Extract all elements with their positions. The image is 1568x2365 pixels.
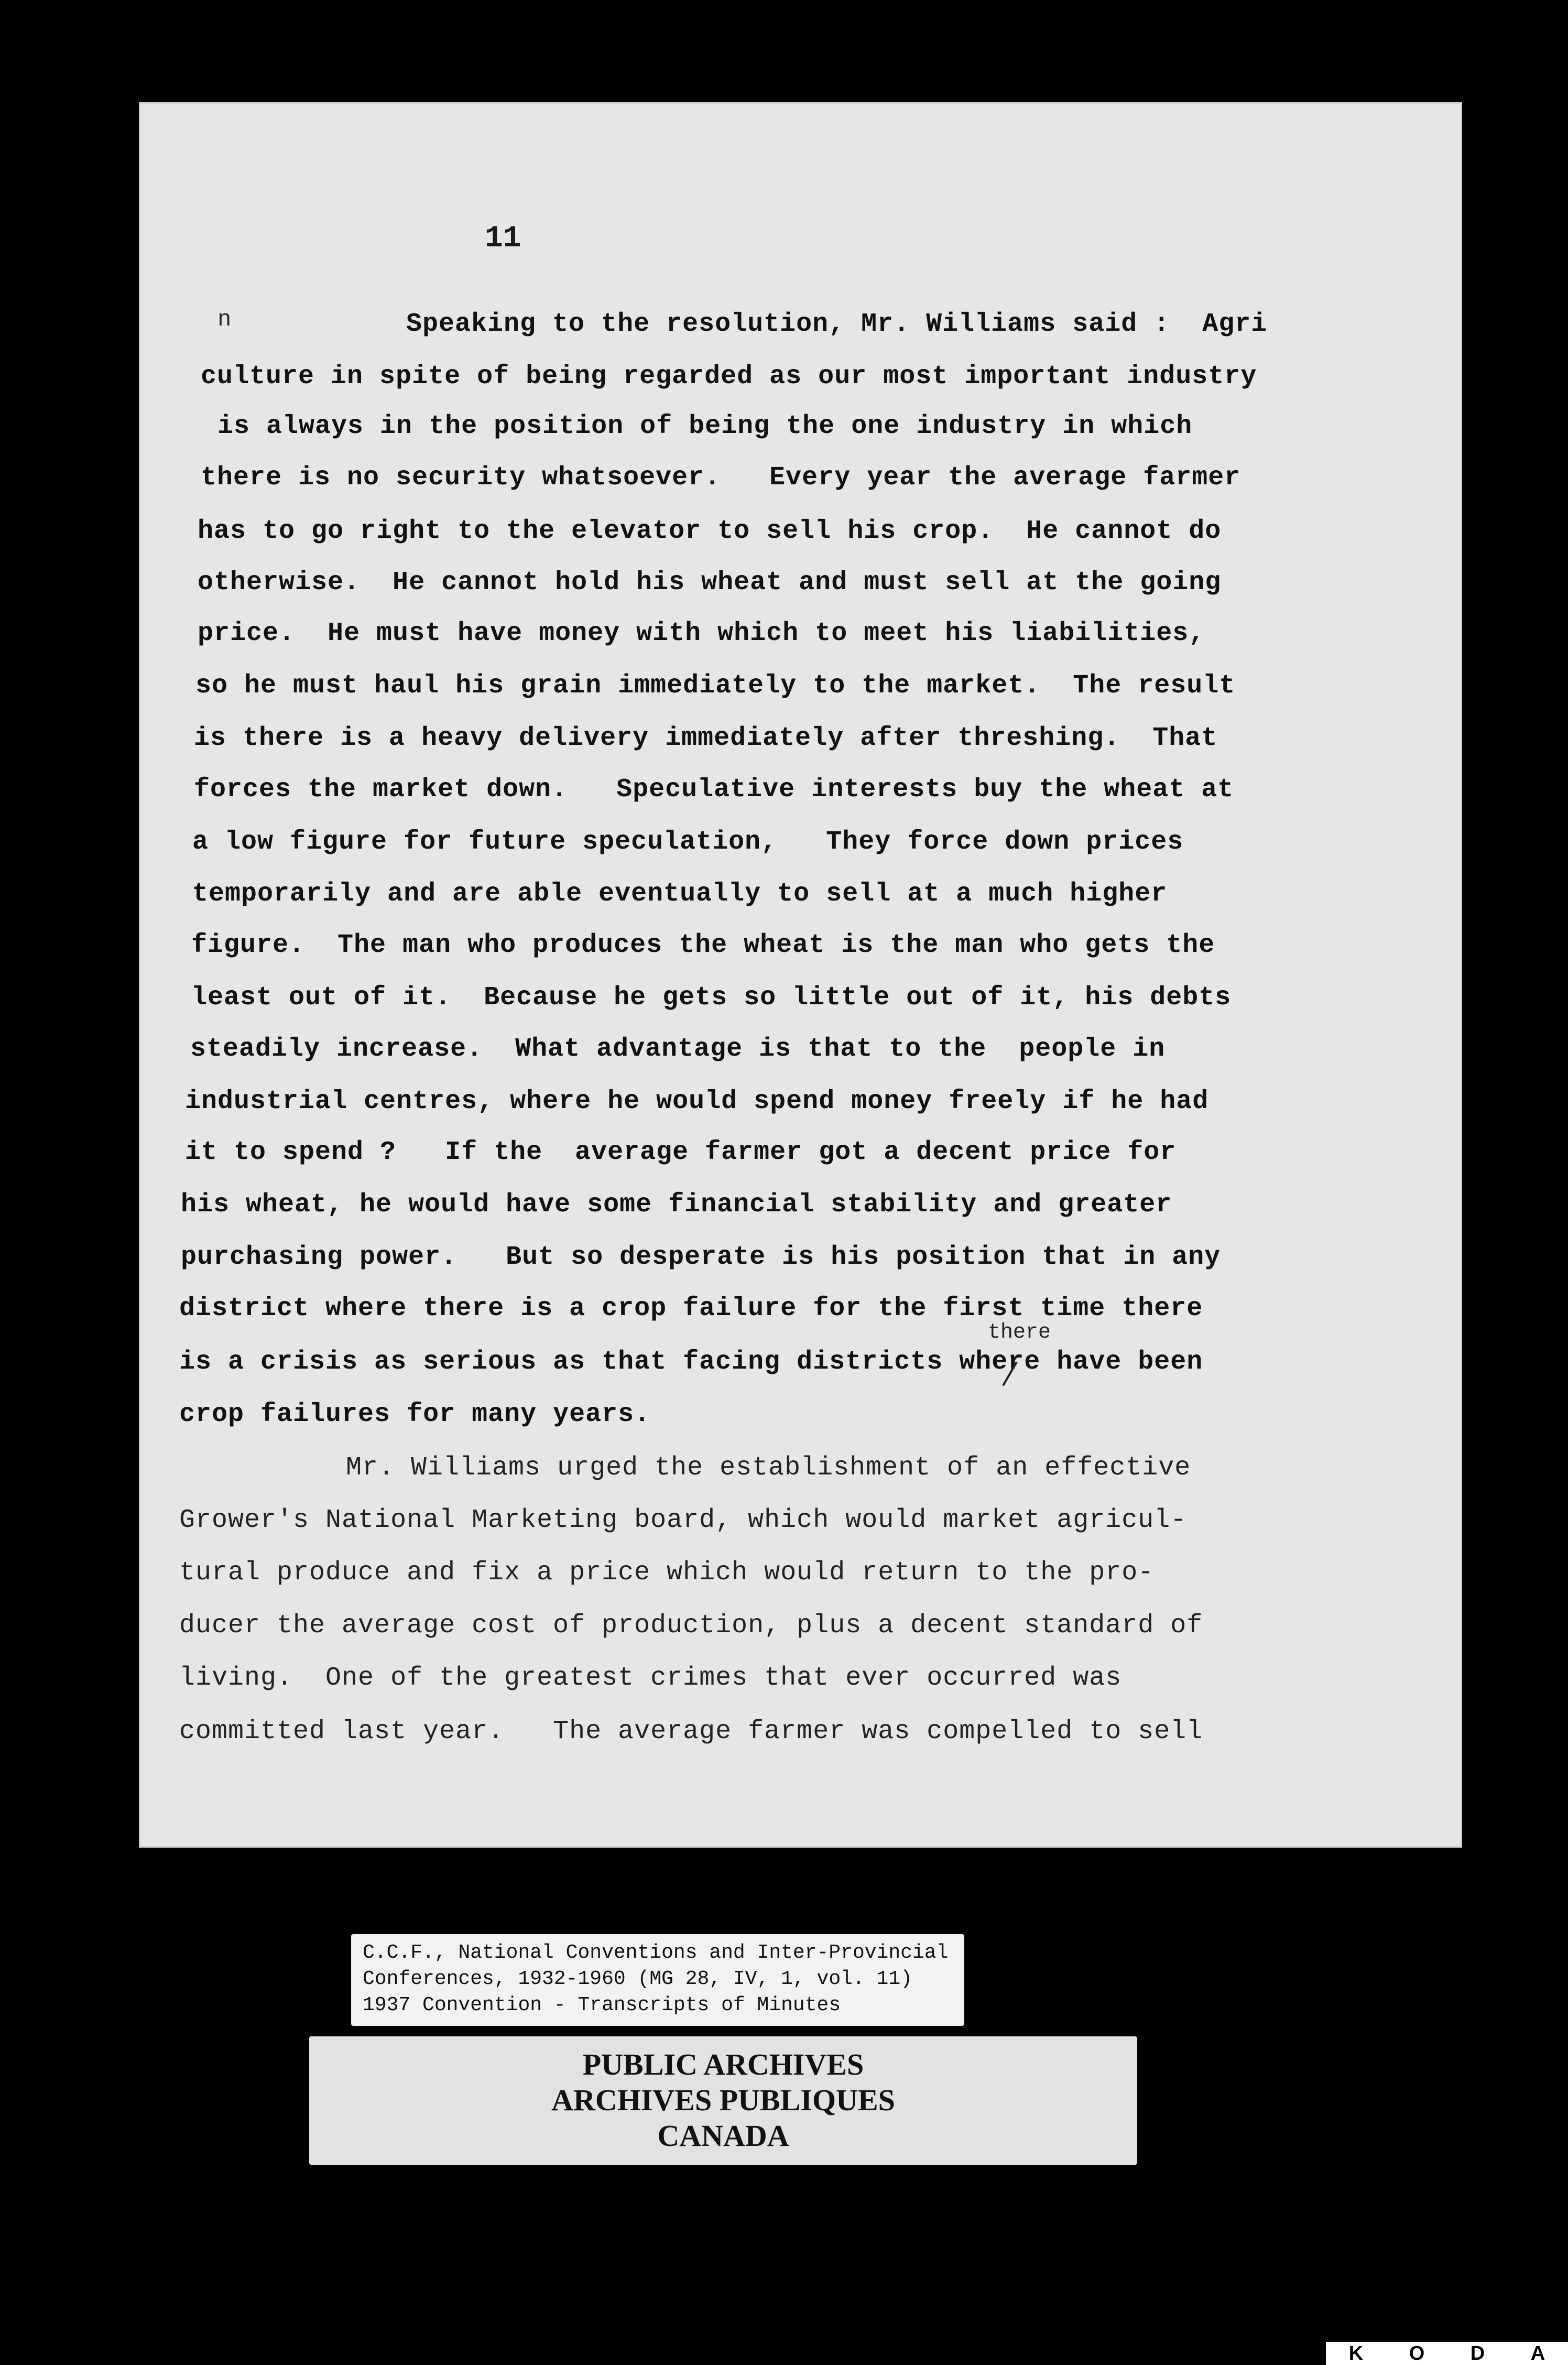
text-line: purchasing power. But so desperate is his position that in any <box>181 1242 1221 1272</box>
film-letter: O <box>1409 2342 1425 2364</box>
text-line: is always in the position of being the one industry in which <box>217 411 1193 441</box>
page-number: 11 <box>485 222 521 256</box>
text-line: least out of it. Because he gets so little out of it, his debts <box>191 983 1232 1013</box>
archive-reference-label <box>351 1934 964 2026</box>
text-line: ducer the average cost of production, plus a decent standard of <box>179 1611 1203 1641</box>
text-line: Grower's National Marketing board, which would market agricul- <box>179 1505 1187 1535</box>
text-line: Speaking to the resolution, Mr. Williams said : Agri <box>406 309 1268 339</box>
text-line: is a crisis as serious as that facing districts where have been <box>179 1347 1203 1377</box>
film-edge-marking <box>1326 2342 1568 2365</box>
text-line: Mr. Williams urged the establishment of an effective <box>346 1453 1191 1483</box>
text-line: so he must haul his grain immediately to the market. The result <box>195 671 1236 701</box>
text-line: figure. The man who produces the wheat is the man who gets the <box>191 930 1215 960</box>
text-line: culture in spite of being regarded as our most important industry <box>201 362 1257 392</box>
text-line: steadily increase. What advantage is that to the people in <box>190 1034 1166 1064</box>
film-letter: A <box>1530 2342 1545 2364</box>
text-line: his wheat, he would have some financial stability and greater <box>181 1190 1172 1220</box>
text-line: it to spend ? If the average farmer got a decent price for <box>185 1137 1177 1167</box>
text-line: temporarily and are able eventually to sell at a much higher <box>192 879 1168 909</box>
film-letter: K <box>1348 2342 1364 2364</box>
text-line: otherwise. He cannot hold his wheat and must sell at the going <box>198 568 1222 598</box>
text-line: there is no security whatsoever. Every year the average farmer <box>201 463 1241 493</box>
stamp-line: CANADA <box>657 2119 789 2153</box>
text-line: district where there is a crop failure for the first time there <box>179 1294 1203 1323</box>
margin-mark: n <box>217 307 232 333</box>
text-line: price. He must have money with which to meet his liabilities, <box>198 619 1205 648</box>
archives-stamp <box>309 2036 1137 2165</box>
text-line: tural produce and fix a price which would return to the pro- <box>179 1558 1155 1588</box>
text-line: industrial centres, where he would spend money freely if he had <box>185 1087 1209 1116</box>
typed-page <box>139 102 1462 1848</box>
film-letter: D <box>1470 2342 1485 2364</box>
text-line: a low figure for future speculation, They force down prices <box>192 827 1184 857</box>
text-line: has to go right to the elevator to sell his crop. He cannot do <box>198 516 1222 546</box>
label-line: Conferences, 1932-1960 (MG 28, IV, 1, vol. 11) <box>363 1968 912 1990</box>
handwritten-insert: there <box>988 1321 1051 1344</box>
text-line: forces the market down. Speculative interests buy the wheat at <box>194 775 1234 805</box>
stamp-line: ARCHIVES PUBLIQUES <box>551 2083 895 2117</box>
label-line: 1937 Convention - Transcripts of Minutes <box>363 1994 841 2016</box>
text-line: committed last year. The average farmer was compelled to sell <box>179 1717 1203 1746</box>
text-line: is there is a heavy delivery immediately after threshing. That <box>194 723 1218 753</box>
label-line: C.C.F., National Conventions and Inter-Provincial <box>363 1941 949 1964</box>
stamp-line: PUBLIC ARCHIVES <box>582 2047 864 2081</box>
text-line: living. One of the greatest crimes that ever occurred was <box>179 1663 1122 1693</box>
text-line: crop failures for many years. <box>179 1400 651 1429</box>
